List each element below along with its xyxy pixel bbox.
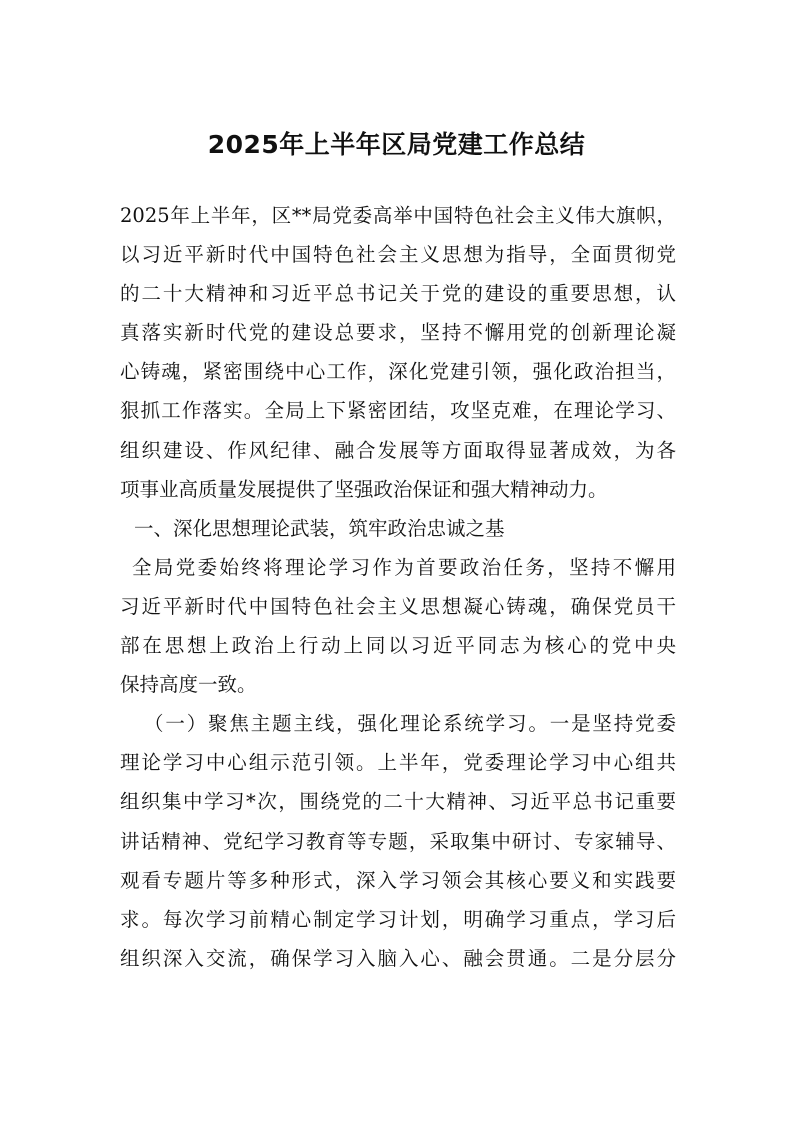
text-line: 习近平新时代中国特色社会主义思想凝心铸魂，确保党员干 (120, 594, 676, 618)
text-line: 组织建设、作风纪律、融合发展等方面取得显著成效，为各 (120, 438, 676, 462)
text-line: （一）聚焦主题主线，强化理论系统学习。一是坚持党委 (144, 712, 676, 736)
text-line: 讲话精神、党纪学习教育等专题，采取集中研讨、专家辅导、 (120, 829, 676, 853)
text-line: 2025年上半年，区**局党委高举中国特色社会主义伟大旗帜， (120, 204, 676, 227)
text-line: 真落实新时代党的建设总要求，坚持不懈用党的创新理论凝 (120, 321, 676, 345)
text-line: 心铸魂，紧密围绕中心工作，深化党建引领，强化政治担当， (120, 360, 676, 384)
text-line: 以习近平新时代中国特色社会主义思想为指导，全面贯彻党 (120, 243, 676, 267)
text-line: 观看专题片等多种形式，深入学习领会其核心要义和实践要 (120, 868, 676, 892)
text-line: 理论学习中心组示范引领。上半年，党委理论学习中心组共 (120, 751, 676, 775)
text-line: 保持高度一致。 (120, 673, 257, 697)
text-line: 的二十大精神和习近平总书记关于党的建设的重要思想，认 (120, 282, 676, 306)
document-title: 2025年上半年区局党建工作总结 (207, 130, 586, 159)
text-line: 狠抓工作落实。全局上下紧密团结，攻坚克难，在理论学习、 (120, 399, 676, 423)
text-line: 全局党委始终将理论学习作为首要政治任务，坚持不懈用 (132, 555, 676, 579)
text-line: 项事业高质量发展提供了坚强政治保证和强大精神动力。 (120, 477, 608, 501)
text-line: 部在思想上政治上行动上同以习近平同志为核心的党中央 (120, 634, 676, 658)
text-line: 组织集中学习*次，围绕党的二十大精神、习近平总书记重要 (120, 790, 676, 814)
text-line: 组织深入交流，确保学习入脑入心、融会贯通。二是分层分 (120, 946, 676, 970)
document-body (120, 196, 676, 978)
section-heading: 一、深化思想理论武装，筑牢政治忠诚之基 (134, 516, 505, 540)
text-line: 求。每次学习前精心制定学习计划，明确学习重点，学习后 (120, 907, 676, 931)
